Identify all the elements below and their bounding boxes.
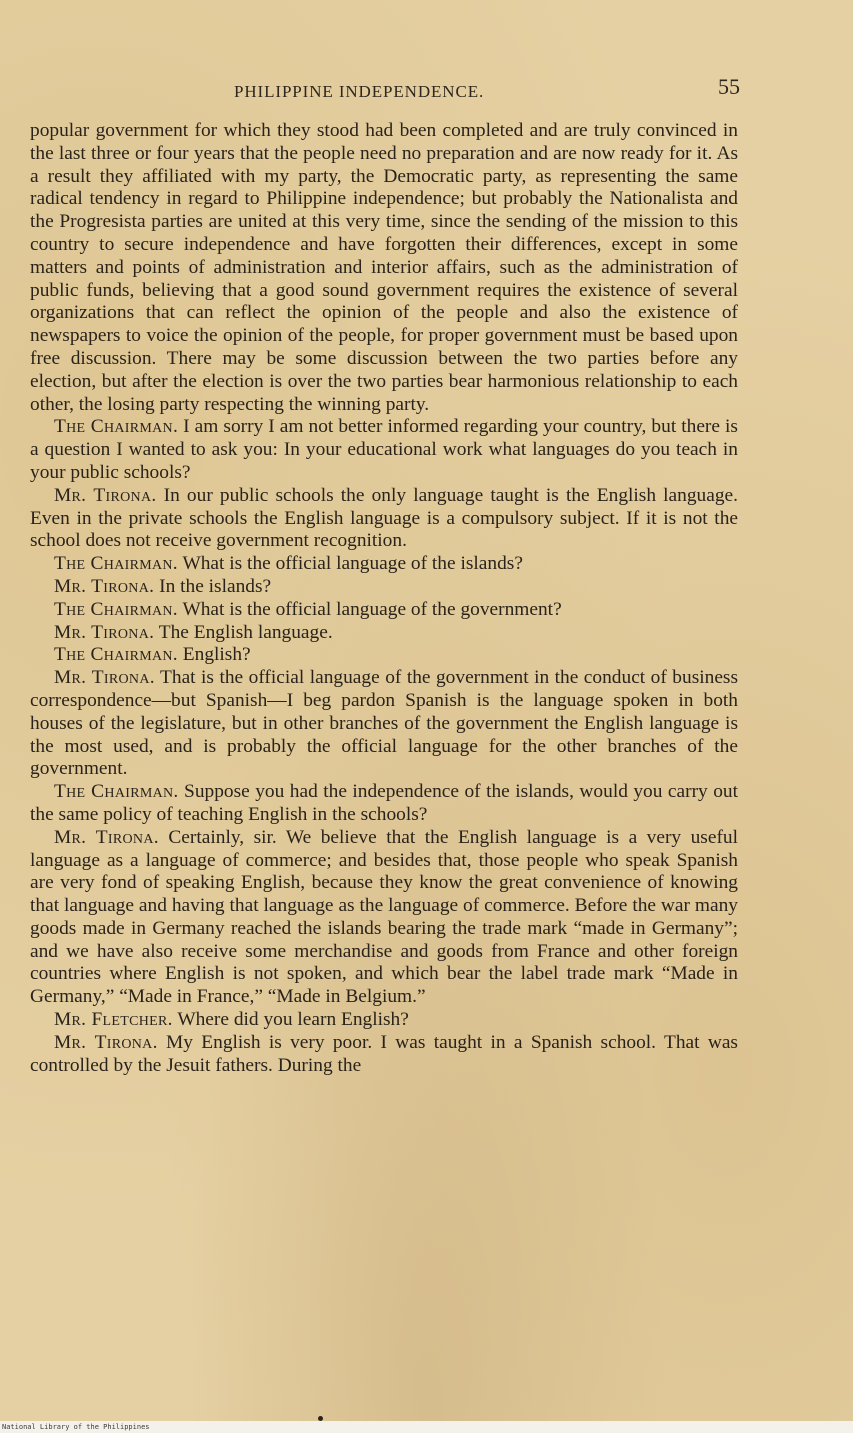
paragraph-text: What is the official language of the government? <box>182 598 562 620</box>
speaker-name: Mr. Tirona. <box>54 667 155 689</box>
paragraph-text: Certainly, sir. We believe that the English language is a very useful language as a language of commerce; and besides that, those people who speak Spanish are very fond of speaking English, because they know the great convenience of knowing that language and having that language as the language of commerce. Before the war many goods made in Germany reached the islands bearing the trade mark “made in Germany”; and we have also receive some merchandise and goods from France and other foreign countries where English is not spoken, and which bear the label trade mark “Made in Germany,” “Made in France,” “Made in Belgium.” <box>30 826 738 1008</box>
paragraph-text: What is the official language of the islands? <box>182 553 523 575</box>
speaker-name: Mr. Tirona. <box>54 484 157 506</box>
speaker-name: The Chairman. <box>54 598 178 620</box>
speaker-name: The Chairman. <box>54 781 179 803</box>
speaker-name: Mr. Tirona. <box>54 575 155 597</box>
speaker-name: Mr. Fletcher. <box>54 1009 173 1031</box>
paragraph-text: In our public schools the only language taught is the English language. Even in the private schools the English language is a compulsory subject. If it is not the school does not receive government recognition. <box>30 484 738 552</box>
library-credit: National Library of the Philippines <box>2 1423 150 1431</box>
paragraph-text: English? <box>182 644 251 666</box>
paragraph-text: Suppose you had the independence of the islands, would you carry out the same policy of teaching English in the schools? <box>30 781 738 825</box>
paragraph-tirona-language-of-commerce <box>30 827 738 1009</box>
paragraph-text: That is the official language of the government in the conduct of business correspondence—but Spanish—I beg pardon Spanish is the language spoken in both houses of the legislature, but in other branches of the government the English language is the most used, and is probably the official language for the other branches of the government. <box>30 667 739 780</box>
paragraph-fletcher-question <box>30 1009 738 1032</box>
paragraph-tirona-in-islands <box>30 576 738 599</box>
paragraph-chairman-official-language <box>30 553 738 576</box>
paragraph-chairman-independence-policy <box>30 781 738 827</box>
paragraph-text: My English is very poor. I was taught in a Spanish school. That was controlled by the Jesuit fathers. During the <box>30 1031 738 1076</box>
paragraph-text: popular government for which they stood had been completed and are truly convinced in the last three or four years that the people need no preparation and are now ready for it. As a result they affiliated with my party, the Democratic party, as representing the same radical tendency in regard to Philippine independence; but probably the Nationalista and the Progresista parties are united at this very time, since the sending of the mission to this country to secure independence and have forgotten their differences, except in some matters and points of administration and interior affairs, such as the administration of public funds, believing that a good sound government requires the existence of several organizations that can reflect the opinion of the people and also the existence of newspapers to voice the opinion of the people, for proper government must be based upon free discussion. There may be some discussion between the two parties before any election, but after the election is over the two parties bear harmonious relationship to each other, the losing party respecting the winning party. <box>30 120 738 415</box>
paragraph-chairman-government-language <box>30 599 738 622</box>
paragraph-tirona-spanish-school <box>30 1032 738 1078</box>
body-text <box>30 120 738 1077</box>
paragraph-tirona-english-language <box>30 622 738 645</box>
speaker-name: The Chairman. <box>54 553 178 575</box>
speaker-name: The Chairman. <box>54 416 179 438</box>
speaker-name: Mr. Tirona. <box>54 621 155 643</box>
page-header <box>234 74 740 110</box>
speaker-name: Mr. Tirona. <box>54 1031 158 1053</box>
paragraph-text: Where did you learn English? <box>177 1009 409 1031</box>
paragraph-tirona-business-correspondence <box>30 667 738 781</box>
paragraph-text: The English language. <box>158 621 333 643</box>
paragraph-chairman-question-languages <box>30 416 738 484</box>
paragraph-tirona-answer-schools <box>30 485 738 553</box>
paragraph-text: In the islands? <box>159 575 272 597</box>
speaker-name: The Chairman. <box>54 644 178 666</box>
page-number: 55 <box>718 74 740 99</box>
paragraph-text: I am sorry I am not better informed regarding your country, but there is a question I wanted to ask you: In your educational work what languages do you teach in your public schools? <box>30 416 738 483</box>
running-title: PHILIPPINE INDEPENDENCE. <box>234 82 485 101</box>
paragraph-chairman-english <box>30 644 738 667</box>
speaker-name: Mr. Tirona. <box>54 826 159 848</box>
paragraph-continuation <box>30 120 738 416</box>
